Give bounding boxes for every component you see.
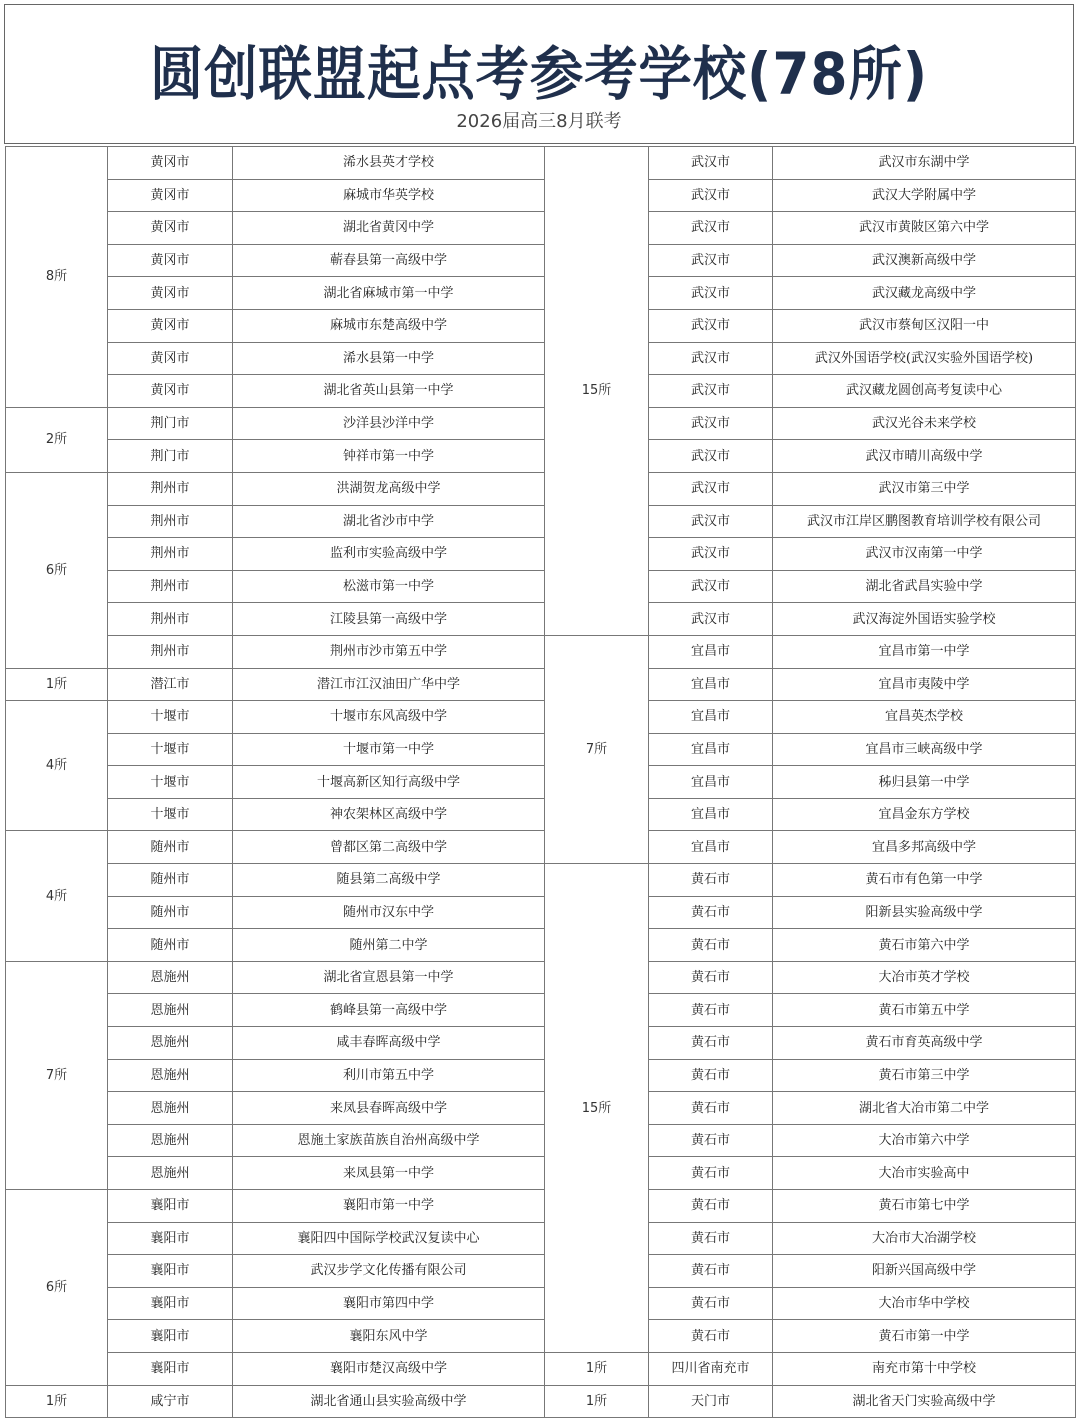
- left-school-cell: 湖北省通山县实验高级中学: [233, 1385, 545, 1418]
- left-city-cell: 黄冈市: [108, 342, 233, 375]
- left-school-cell: 十堰市第一中学: [233, 733, 545, 766]
- left-school-cell: 钟祥市第一中学: [233, 440, 545, 473]
- left-city-cell: 咸宁市: [108, 1385, 233, 1418]
- right-school-cell: 武汉市黄陂区第六中学: [773, 212, 1076, 245]
- right-group-count: 1所: [545, 1352, 649, 1385]
- left-school-cell: 随州市汉东中学: [233, 896, 545, 929]
- right-school-cell: 武汉藏龙高级中学: [773, 277, 1076, 310]
- left-city-cell: 荆州市: [108, 472, 233, 505]
- left-school-cell: 荆州市沙市第五中学: [233, 635, 545, 668]
- table-row: [6, 538, 1076, 571]
- left-school-cell: 湖北省麻城市第一中学: [233, 277, 545, 310]
- right-city-cell: 黄石市: [649, 929, 773, 962]
- table-row: [6, 733, 1076, 766]
- right-city-cell: 武汉市: [649, 147, 773, 180]
- left-school-cell: 湖北省英山县第一中学: [233, 375, 545, 408]
- right-school-cell: 武汉市蔡甸区汉阳一中: [773, 309, 1076, 342]
- left-school-cell: 随州第二中学: [233, 929, 545, 962]
- right-school-cell: 武汉市江岸区鹏图教育培训学校有限公司: [773, 505, 1076, 538]
- right-school-cell: 武汉光谷未来学校: [773, 407, 1076, 440]
- table-row: [6, 798, 1076, 831]
- right-city-cell: 黄石市: [649, 1124, 773, 1157]
- left-group-count: 8所: [6, 147, 108, 408]
- left-group-count: 6所: [6, 1190, 108, 1386]
- left-city-cell: 十堰市: [108, 701, 233, 734]
- right-school-cell: 黄石市第三中学: [773, 1059, 1076, 1092]
- left-school-cell: 潜江市江汉油田广华中学: [233, 668, 545, 701]
- right-school-cell: 阳新兴国高级中学: [773, 1255, 1076, 1288]
- left-city-cell: 襄阳市: [108, 1287, 233, 1320]
- left-city-cell: 恩施州: [108, 1157, 233, 1190]
- right-city-cell: 武汉市: [649, 212, 773, 245]
- right-school-cell: 黄石市第一中学: [773, 1320, 1076, 1353]
- right-city-cell: 武汉市: [649, 375, 773, 408]
- right-city-cell: 黄石市: [649, 1190, 773, 1223]
- right-school-cell: 黄石市第七中学: [773, 1190, 1076, 1223]
- left-city-cell: 恩施州: [108, 1092, 233, 1125]
- left-school-cell: 曾都区第二高级中学: [233, 831, 545, 864]
- left-school-cell: 恩施土家族苗族自治州高级中学: [233, 1124, 545, 1157]
- left-school-cell: 松滋市第一中学: [233, 570, 545, 603]
- right-city-cell: 黄石市: [649, 1092, 773, 1125]
- right-school-cell: 武汉外国语学校(武汉实验外国语学校): [773, 342, 1076, 375]
- table-row: [6, 603, 1076, 636]
- left-city-cell: 荆州市: [108, 635, 233, 668]
- table-row: [6, 440, 1076, 473]
- right-group-count: 7所: [545, 635, 649, 863]
- left-city-cell: 荆门市: [108, 440, 233, 473]
- right-school-cell: 武汉市东湖中学: [773, 147, 1076, 180]
- right-school-cell: 湖北省武昌实验中学: [773, 570, 1076, 603]
- left-city-cell: 黄冈市: [108, 309, 233, 342]
- right-city-cell: 武汉市: [649, 277, 773, 310]
- left-city-cell: 潜江市: [108, 668, 233, 701]
- right-city-cell: 黄石市: [649, 864, 773, 897]
- right-school-cell: 黄石市第六中学: [773, 929, 1076, 962]
- table-row: [6, 1092, 1076, 1125]
- left-school-cell: 襄阳东风中学: [233, 1320, 545, 1353]
- right-city-cell: 武汉市: [649, 538, 773, 571]
- right-city-cell: 宜昌市: [649, 635, 773, 668]
- page-title: 圆创联盟起点考参考学校(78所): [149, 40, 929, 108]
- right-city-cell: 武汉市: [649, 505, 773, 538]
- right-city-cell: 宜昌市: [649, 831, 773, 864]
- right-city-cell: 武汉市: [649, 472, 773, 505]
- right-school-cell: 武汉澳新高级中学: [773, 244, 1076, 277]
- table-row: [6, 309, 1076, 342]
- table-row: [6, 1352, 1076, 1385]
- right-city-cell: 武汉市: [649, 342, 773, 375]
- table-row: [6, 277, 1076, 310]
- left-school-cell: 来凤县第一中学: [233, 1157, 545, 1190]
- table-row: [6, 212, 1076, 245]
- right-group-count: 15所: [545, 864, 649, 1353]
- right-city-cell: 宜昌市: [649, 668, 773, 701]
- left-group-count: 1所: [6, 1385, 108, 1418]
- table-row: [6, 961, 1076, 994]
- left-school-cell: 江陵县第一高级中学: [233, 603, 545, 636]
- table-row: [6, 1385, 1076, 1418]
- left-school-cell: 来凤县春晖高级中学: [233, 1092, 545, 1125]
- right-group-count: 1所: [545, 1385, 649, 1418]
- header: [4, 4, 1074, 144]
- left-city-cell: 荆州市: [108, 538, 233, 571]
- right-city-cell: 武汉市: [649, 309, 773, 342]
- school-table-body: [6, 147, 1076, 1418]
- right-school-cell: 黄石市有色第一中学: [773, 864, 1076, 897]
- table-row: [6, 635, 1076, 668]
- left-group-count: 6所: [6, 472, 108, 668]
- table-row: [6, 1320, 1076, 1353]
- right-school-cell: 武汉海淀外国语实验学校: [773, 603, 1076, 636]
- right-city-cell: 黄石市: [649, 1287, 773, 1320]
- left-city-cell: 随州市: [108, 831, 233, 864]
- left-school-cell: 蕲春县第一高级中学: [233, 244, 545, 277]
- right-group-count: 15所: [545, 147, 649, 636]
- right-city-cell: 武汉市: [649, 407, 773, 440]
- right-city-cell: 武汉市: [649, 570, 773, 603]
- left-school-cell: 麻城市东楚高级中学: [233, 309, 545, 342]
- left-school-cell: 十堰高新区知行高级中学: [233, 766, 545, 799]
- left-city-cell: 黄冈市: [108, 147, 233, 180]
- right-school-cell: 大冶市大冶湖学校: [773, 1222, 1076, 1255]
- left-city-cell: 恩施州: [108, 1124, 233, 1157]
- right-school-cell: 宜昌金东方学校: [773, 798, 1076, 831]
- table-row: [6, 1255, 1076, 1288]
- right-school-cell: 宜昌市第一中学: [773, 635, 1076, 668]
- right-school-cell: 黄石市第五中学: [773, 994, 1076, 1027]
- right-city-cell: 黄石市: [649, 1255, 773, 1288]
- right-school-cell: 湖北省天门实验高级中学: [773, 1385, 1076, 1418]
- left-city-cell: 黄冈市: [108, 375, 233, 408]
- left-school-cell: 鹤峰县第一高级中学: [233, 994, 545, 1027]
- right-city-cell: 黄石市: [649, 1222, 773, 1255]
- right-school-cell: 大冶市第六中学: [773, 1124, 1076, 1157]
- left-city-cell: 襄阳市: [108, 1190, 233, 1223]
- right-school-cell: 宜昌英杰学校: [773, 701, 1076, 734]
- left-school-cell: 咸丰春晖高级中学: [233, 1027, 545, 1060]
- right-city-cell: 黄石市: [649, 961, 773, 994]
- left-group-count: 2所: [6, 407, 108, 472]
- table-row: [6, 1222, 1076, 1255]
- table-row: [6, 831, 1076, 864]
- left-group-count: 1所: [6, 668, 108, 701]
- right-school-cell: 宜昌多邦高级中学: [773, 831, 1076, 864]
- left-school-cell: 武汉步学文化传播有限公司: [233, 1255, 545, 1288]
- right-city-cell: 宜昌市: [649, 733, 773, 766]
- left-school-cell: 襄阳四中国际学校武汉复读中心: [233, 1222, 545, 1255]
- right-school-cell: 武汉大学附属中学: [773, 179, 1076, 212]
- right-city-cell: 黄石市: [649, 896, 773, 929]
- table-row: [6, 1190, 1076, 1223]
- right-school-cell: 武汉市晴川高级中学: [773, 440, 1076, 473]
- table-row: [6, 1157, 1076, 1190]
- right-city-cell: 黄石市: [649, 994, 773, 1027]
- left-city-cell: 恩施州: [108, 1027, 233, 1060]
- table-row: [6, 929, 1076, 962]
- table-row: [6, 342, 1076, 375]
- table-row: [6, 1059, 1076, 1092]
- table-row: [6, 570, 1076, 603]
- left-group-count: 7所: [6, 961, 108, 1189]
- left-school-cell: 湖北省沙市中学: [233, 505, 545, 538]
- right-school-cell: 大冶市实验高中: [773, 1157, 1076, 1190]
- table-row: [6, 668, 1076, 701]
- right-city-cell: 天门市: [649, 1385, 773, 1418]
- left-city-cell: 恩施州: [108, 1059, 233, 1092]
- right-city-cell: 武汉市: [649, 603, 773, 636]
- right-school-cell: 大冶市华中学校: [773, 1287, 1076, 1320]
- right-city-cell: 黄石市: [649, 1157, 773, 1190]
- right-city-cell: 宜昌市: [649, 701, 773, 734]
- left-city-cell: 襄阳市: [108, 1255, 233, 1288]
- left-city-cell: 荆州市: [108, 603, 233, 636]
- right-school-cell: 武汉藏龙圆创高考复读中心: [773, 375, 1076, 408]
- table-row: [6, 244, 1076, 277]
- right-city-cell: 宜昌市: [649, 798, 773, 831]
- left-city-cell: 襄阳市: [108, 1352, 233, 1385]
- right-school-cell: 秭归县第一中学: [773, 766, 1076, 799]
- right-school-cell: 大冶市英才学校: [773, 961, 1076, 994]
- table-row: [6, 994, 1076, 1027]
- left-city-cell: 随州市: [108, 864, 233, 897]
- left-school-cell: 十堰市东风高级中学: [233, 701, 545, 734]
- right-school-cell: 武汉市第三中学: [773, 472, 1076, 505]
- page-subtitle: 2026届高三8月联考: [456, 111, 622, 132]
- right-city-cell: 武汉市: [649, 179, 773, 212]
- left-school-cell: 襄阳市第四中学: [233, 1287, 545, 1320]
- left-school-cell: 神农架林区高级中学: [233, 798, 545, 831]
- left-school-cell: 随县第二高级中学: [233, 864, 545, 897]
- right-city-cell: 黄石市: [649, 1027, 773, 1060]
- left-school-cell: 湖北省宣恩县第一中学: [233, 961, 545, 994]
- table-row: [6, 1124, 1076, 1157]
- left-city-cell: 黄冈市: [108, 244, 233, 277]
- right-school-cell: 宜昌市夷陵中学: [773, 668, 1076, 701]
- left-city-cell: 十堰市: [108, 766, 233, 799]
- table-row: [6, 864, 1076, 897]
- table-row: [6, 766, 1076, 799]
- left-school-cell: 浠水县第一中学: [233, 342, 545, 375]
- left-city-cell: 荆州市: [108, 570, 233, 603]
- left-group-count: 4所: [6, 701, 108, 831]
- table-row: [6, 375, 1076, 408]
- table-row: [6, 1027, 1076, 1060]
- right-school-cell: 武汉市汉南第一中学: [773, 538, 1076, 571]
- left-city-cell: 十堰市: [108, 733, 233, 766]
- left-school-cell: 洪湖贺龙高级中学: [233, 472, 545, 505]
- left-school-cell: 利川市第五中学: [233, 1059, 545, 1092]
- right-city-cell: 武汉市: [649, 440, 773, 473]
- left-school-cell: 麻城市华英学校: [233, 179, 545, 212]
- right-school-cell: 南充市第十中学校: [773, 1352, 1076, 1385]
- left-city-cell: 随州市: [108, 896, 233, 929]
- right-school-cell: 宜昌市三峡高级中学: [773, 733, 1076, 766]
- left-city-cell: 襄阳市: [108, 1320, 233, 1353]
- table-row: [6, 505, 1076, 538]
- right-school-cell: 湖北省大冶市第二中学: [773, 1092, 1076, 1125]
- right-school-cell: 黄石市育英高级中学: [773, 1027, 1076, 1060]
- left-school-cell: 浠水县英才学校: [233, 147, 545, 180]
- table-row: [6, 147, 1076, 180]
- right-city-cell: 四川省南充市: [649, 1352, 773, 1385]
- table-row: [6, 407, 1076, 440]
- right-city-cell: 黄石市: [649, 1059, 773, 1092]
- left-city-cell: 黄冈市: [108, 179, 233, 212]
- left-city-cell: 恩施州: [108, 961, 233, 994]
- left-city-cell: 十堰市: [108, 798, 233, 831]
- school-table: [5, 146, 1076, 1418]
- right-school-cell: 阳新县实验高级中学: [773, 896, 1076, 929]
- table-row: [6, 1287, 1076, 1320]
- table-row: [6, 701, 1076, 734]
- left-city-cell: 荆门市: [108, 407, 233, 440]
- left-city-cell: 恩施州: [108, 994, 233, 1027]
- left-city-cell: 襄阳市: [108, 1222, 233, 1255]
- left-group-count: 4所: [6, 831, 108, 961]
- left-city-cell: 黄冈市: [108, 277, 233, 310]
- left-school-cell: 监利市实验高级中学: [233, 538, 545, 571]
- table-row: [6, 896, 1076, 929]
- table-row: [6, 179, 1076, 212]
- right-city-cell: 黄石市: [649, 1320, 773, 1353]
- table-row: [6, 472, 1076, 505]
- left-school-cell: 襄阳市楚汉高级中学: [233, 1352, 545, 1385]
- left-city-cell: 随州市: [108, 929, 233, 962]
- right-city-cell: 武汉市: [649, 244, 773, 277]
- right-city-cell: 宜昌市: [649, 766, 773, 799]
- left-city-cell: 黄冈市: [108, 212, 233, 245]
- left-city-cell: 荆州市: [108, 505, 233, 538]
- left-school-cell: 沙洋县沙洋中学: [233, 407, 545, 440]
- left-school-cell: 湖北省黄冈中学: [233, 212, 545, 245]
- left-school-cell: 襄阳市第一中学: [233, 1190, 545, 1223]
